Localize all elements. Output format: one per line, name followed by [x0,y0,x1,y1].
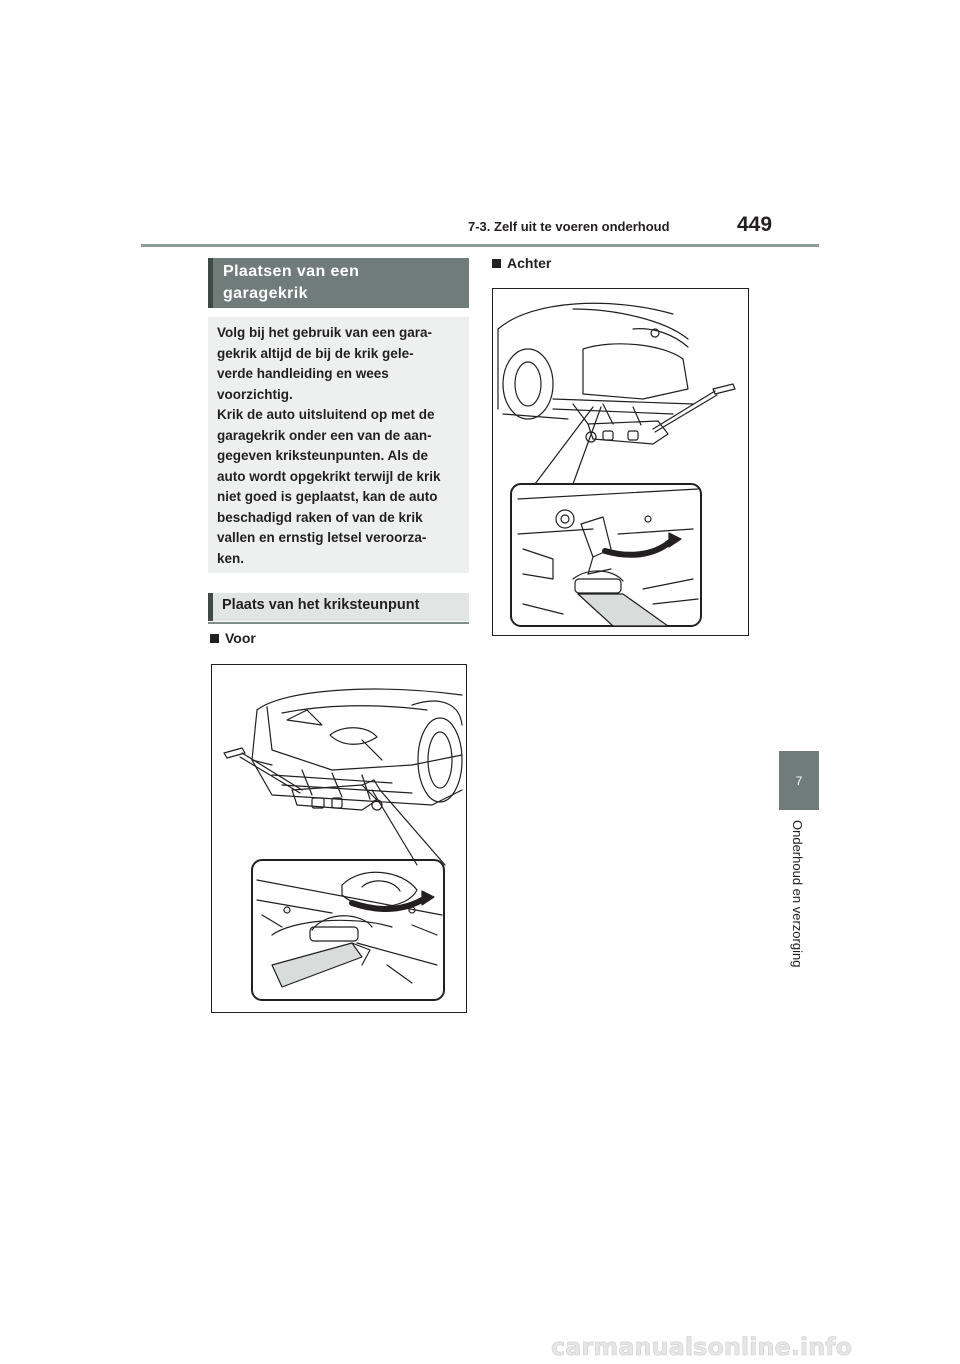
page-number: 449 [737,213,773,236]
square-bullet-icon [210,634,219,643]
front-detail-callout [252,860,444,1000]
chapter-number: 7 [795,773,803,788]
section-heading-jack [208,258,469,308]
chapter-tab [779,751,819,810]
heading-accent-bar [208,258,213,308]
heading-line-1: Plaatsen van een [223,263,360,280]
car-rear-drawing [498,303,693,425]
section-heading-jack-title [223,261,359,305]
caution-line: beschadigd raken of van de krik [217,509,423,525]
caution-text [217,323,465,569]
rear-jack-point-illustration [492,288,749,636]
caution-line: gekrik altijd de bij de krik gele- [217,345,414,361]
caution-line: verde handleiding en wees [217,366,389,381]
section-heading-points [208,593,469,621]
subheading-rear-label: Achter [507,255,552,271]
chapter-title-vertical [781,820,817,980]
caution-line: gegeven kriksteunpunten. Als de [217,448,429,463]
heading-accent-bar [208,593,213,621]
caution-box [208,317,469,573]
rear-detail-callout [511,484,701,626]
caution-line: voorzichtig. [217,386,293,402]
subheading-front [210,630,256,646]
caution-line: garagekrik onder een van de aan- [217,427,432,443]
section-heading-rule [208,622,469,624]
chapter-title: Onderhoud en verzorging [790,820,805,968]
footer-watermark [551,1335,960,1359]
running-header-section: 7-3. Zelf uit te voeren onderhoud [468,219,670,234]
caution-line: Krik de auto uitsluitend op met de [217,407,435,422]
subheading-rear [492,255,551,271]
caution-line: Volg bij het gebruik van een gara- [217,325,433,340]
subheading-front-label: Voor [225,630,256,646]
caution-line: vallen en ernstig letsel veroorza- [217,530,427,545]
watermark-logo-icon [551,1335,960,1359]
square-bullet-icon [492,259,501,268]
caution-line: niet goed is geplaatst, kan de auto [217,489,438,504]
header-rule [141,244,819,247]
section-heading-points-title: Plaats van het kriksteunpunt [222,597,420,613]
heading-line-2: garagekrik [223,285,308,302]
front-jack-point-illustration [211,664,467,1013]
caution-line: ken. [217,550,245,566]
car-front-drawing [252,689,462,805]
svg-text:carmanualsonline.info: carmanualsonline.info [551,1335,853,1359]
caution-line: auto wordt opgekrikt terwijl de krik [217,468,441,484]
